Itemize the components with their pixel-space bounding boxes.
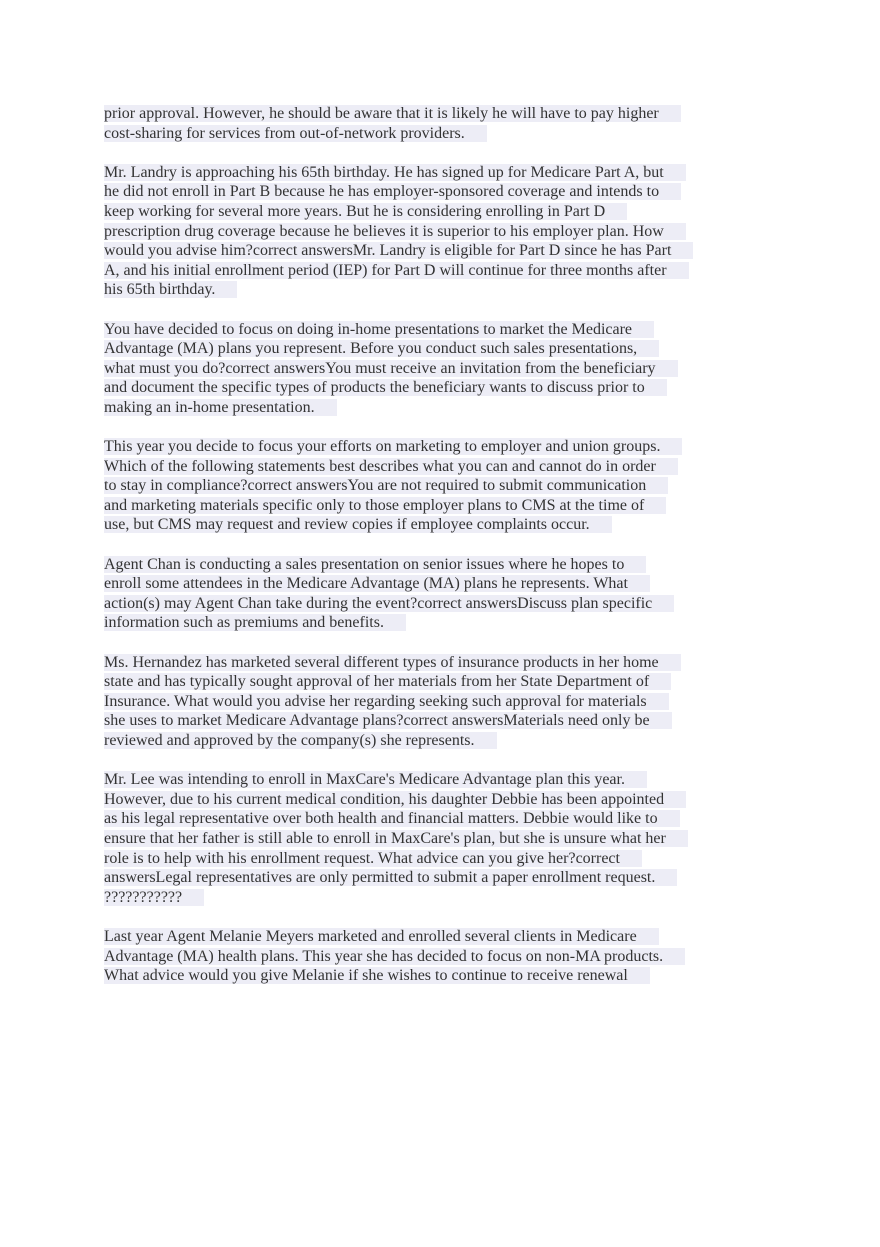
text-line: reviewed and approved by the company(s) she represents. <box>104 731 784 751</box>
text-line: However, due to his current medical condition, his daughter Debbie has been appointed <box>104 790 784 810</box>
text-line: he did not enroll in Part B because he has employer-sponsored coverage and intends to <box>104 182 784 202</box>
text-line: Insurance. What would you advise her regarding seeking such approval for materials <box>104 692 784 712</box>
paragraph-ms-hernandez <box>104 653 784 751</box>
document-body <box>104 104 784 1005</box>
text-line: ??????????? <box>104 888 784 908</box>
text-line: prescription drug coverage because he believes it is superior to his employer plan. How <box>104 222 784 242</box>
paragraph-agent-chan <box>104 555 784 633</box>
text-line: Advantage (MA) plans you represent. Before you conduct such sales presentations, <box>104 339 784 359</box>
text-line: answersLegal representatives are only permitted to submit a paper enrollment request. <box>104 868 784 888</box>
text-line: his 65th birthday. <box>104 280 784 300</box>
text-line: she uses to market Medicare Advantage plans?correct answersMaterials need only be <box>104 711 784 731</box>
text-line: keep working for several more years. But he is considering enrolling in Part D <box>104 202 784 222</box>
paragraph-in-home-presentations <box>104 320 784 418</box>
paragraph-agent-melanie-meyers <box>104 927 784 986</box>
paragraph-employer-union-groups <box>104 437 784 535</box>
text-line: You have decided to focus on doing in-home presentations to market the Medicare <box>104 320 784 340</box>
text-line: would you advise him?correct answersMr. Landry is eligible for Part D since he has Part <box>104 241 784 261</box>
text-line: state and has typically sought approval of her materials from her State Department of <box>104 672 784 692</box>
paragraph-mr-landry <box>104 163 784 300</box>
paragraph-prior-approval <box>104 104 784 143</box>
text-line: enroll some attendees in the Medicare Advantage (MA) plans he represents. What <box>104 574 784 594</box>
text-line: prior approval. However, he should be aware that it is likely he will have to pay higher <box>104 104 784 124</box>
text-line: and marketing materials specific only to those employer plans to CMS at the time of <box>104 496 784 516</box>
text-line: Last year Agent Melanie Meyers marketed and enrolled several clients in Medicare <box>104 927 784 947</box>
text-line: making an in-home presentation. <box>104 398 784 418</box>
text-line: A, and his initial enrollment period (IEP) for Part D will continue for three months after <box>104 261 784 281</box>
text-line: Agent Chan is conducting a sales presentation on senior issues where he hopes to <box>104 555 784 575</box>
text-line: ensure that her father is still able to enroll in MaxCare's plan, but she is unsure what her <box>104 829 784 849</box>
text-line: Mr. Landry is approaching his 65th birthday. He has signed up for Medicare Part A, but <box>104 163 784 183</box>
text-line: This year you decide to focus your efforts on marketing to employer and union groups. <box>104 437 784 457</box>
text-line: Mr. Lee was intending to enroll in MaxCare's Medicare Advantage plan this year. <box>104 770 784 790</box>
text-line: use, but CMS may request and review copies if employee complaints occur. <box>104 515 784 535</box>
text-line: action(s) may Agent Chan take during the event?correct answersDiscuss plan specific <box>104 594 784 614</box>
text-line: What advice would you give Melanie if she wishes to continue to receive renewal <box>104 966 784 986</box>
text-line: as his legal representative over both health and financial matters. Debbie would like to <box>104 809 784 829</box>
text-line: information such as premiums and benefits. <box>104 613 784 633</box>
text-line: cost-sharing for services from out-of-network providers. <box>104 124 784 144</box>
paragraph-mr-lee <box>104 770 784 907</box>
text-line: Advantage (MA) health plans. This year she has decided to focus on non-MA products. <box>104 947 784 967</box>
text-line: Which of the following statements best describes what you can and cannot do in order <box>104 457 784 477</box>
text-line: role is to help with his enrollment request. What advice can you give her?correct <box>104 849 784 869</box>
text-line: and document the specific types of products the beneficiary wants to discuss prior to <box>104 378 784 398</box>
text-line: to stay in compliance?correct answersYou are not required to submit communication <box>104 476 784 496</box>
text-line: Ms. Hernandez has marketed several different types of insurance products in her home <box>104 653 784 673</box>
text-line: what must you do?correct answersYou must receive an invitation from the beneficiary <box>104 359 784 379</box>
